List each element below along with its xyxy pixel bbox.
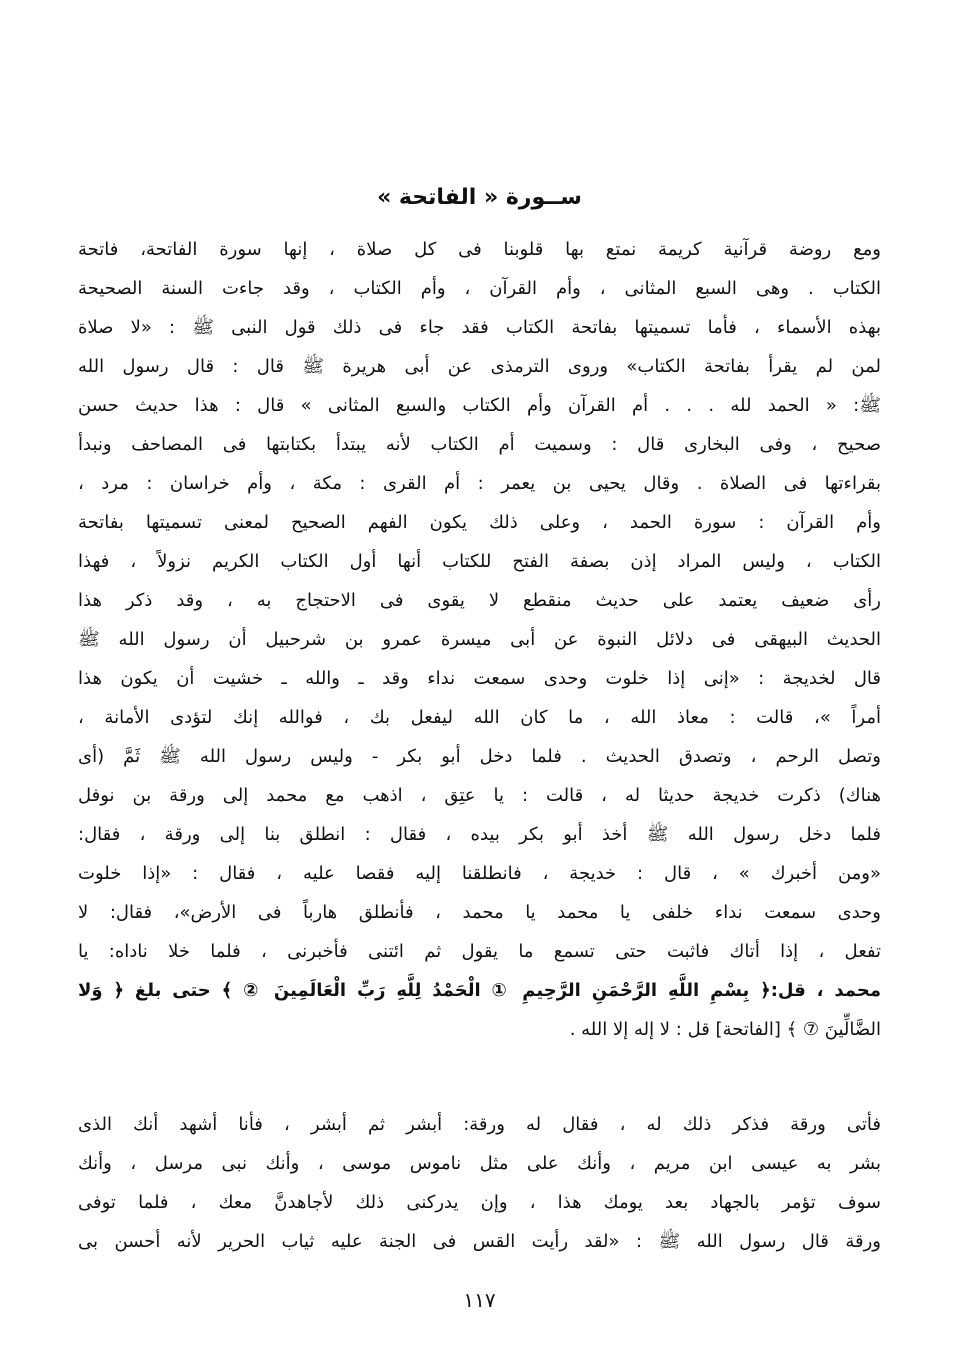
- quran-verse-line: محمد ، قل:﴿ بِسْمِ اللَّهِ الرَّحْمَنِ الرَّحِيمِ ① الْحَمْدُ لِلَّهِ رَبِّ الْعَالَمِينَ ② ﴾ حتى بلغ ﴿ وَلا: [78, 980, 881, 1001]
- text-line: الكتاب ، وليس المراد إذن بصفة الفتح للكتاب أنها أول الكتاب الكريم نزولاً ، فهذا: [78, 551, 881, 572]
- text-line: لمن لم يقرأ بفاتحة الكتاب» وروى الترمذى عن أبى هريرة ﷺ قال : قال رسول الله: [78, 356, 881, 377]
- text-line: «ومن أخبرك » ، قال : خديجة ، فانطلقنا إليه فقصا عليه ، فقال : «إذا خلوت: [78, 863, 881, 884]
- text-line: بشر به عيسى ابن مريم ، وأنك على مثل ناموس موسى ، وأنك نبى مرسل ، وأنك: [78, 1153, 881, 1174]
- page-number: ١١٧: [463, 1288, 496, 1312]
- text-line: أمراً »، قالت : معاذ الله ، ما كان الله ليفعل بك ، فوالله إنك لتؤدى الأمانة ،: [78, 707, 881, 728]
- text-line: وأم القرآن : سورة الحمد ، وعلى ذلك يكون الفهم الصحيح لمعنى تسميتها بفاتحة: [78, 512, 881, 533]
- text-line: صحيح ، وفى البخارى قال : وسميت أم الكتاب لأنه يبتدأ بكتابتها فى المصاحف ونبدأ: [78, 434, 881, 455]
- text-line: الحديث البيهقى فى دلائل النبوة عن أبى ميسرة عمرو بن شرحبيل أن رسول الله ﷺ: [78, 629, 881, 650]
- text-line: رأى ضعيف يعتمد على حديث منقطع لا يقوى فى الاحتجاج به ، وقد ذكر هذا: [78, 590, 881, 611]
- text-line: الكتاب . وهى السبع المثانى ، وأم القرآن ، وأم الكتاب ، وقد جاءت السنة الصحيحة: [78, 278, 881, 299]
- text-line: الضَّالِّينَ ⑦ ﴾ [الفاتحة] قل : لا إله إلا الله .: [569, 1019, 881, 1040]
- text-line: بقراءتها فى الصلاة . وقال يحيى بن يعمر : أم القرى : مكة ، وأم خراسان : مرد ،: [78, 473, 881, 494]
- text-line: هناك) ذكرت خديجة حديثا له ، قالت : يا عتِق ، اذهب مع محمد إلى ورقة بن نوفل: [78, 785, 881, 806]
- text-line: قال لخديجة : «إنى إذا خلوت وحدى سمعت نداء وقد ـ والله ـ خشيت أن يكون هذا: [78, 668, 881, 689]
- page-title: ســورة « الفاتحة »: [377, 185, 582, 210]
- text-line: بهذه الأسماء ، فأما تسميتها بفاتحة الكتاب فقد جاء فى ذلك قول النبى ﷺ : «لا صلاة: [78, 317, 881, 338]
- text-line: ورقة قال رسول الله ﷺ : «لقد رأيت القس فى الجنة عليه ثياب الحرير لأنه أحسن بى: [78, 1231, 881, 1252]
- text-line: وحدى سمعت نداء خلفى يا محمد يا محمد ، فأنطلق هارباً فى الأرض»، فقال: لا: [78, 902, 881, 923]
- paragraph-2: [78, 1105, 881, 1261]
- text-line: وتصل الرحم ، وتصدق الحديث . فلما دخل أبو بكر - وليس رسول الله ﷺ ثَمَّ (أى: [78, 746, 881, 767]
- text-line: فلما دخل رسول الله ﷺ أخذ أبو بكر بيده ، فقال : انطلق بنا إلى ورقة ، فقال:: [78, 824, 881, 845]
- text-line: ﷺ: « الحمد لله . . . أم القرآن وأم الكتاب والسبع المثانى » قال : هذا حديث حسن: [78, 395, 881, 416]
- text-line: فأتى ورقة فذكر ذلك له ، فقال له ورقة: أبشر ثم أبشر ، فأنا أشهد أنك الذى: [78, 1114, 881, 1135]
- text-line: تفعل ، إذا أتاك فاثبت حتى تسمع ما يقول ثم ائتنى فأخبرنى ، فلما خلا ناداه: يا: [78, 941, 881, 962]
- text-line: ومع روضة قرآنية كريمة نمتع بها قلوبنا فى كل صلاة ، إنها سورة الفاتحة، فاتحة: [78, 239, 881, 260]
- paragraph-1: [78, 230, 881, 1049]
- text-line: سوف تؤمر بالجهاد بعد يومك هذا ، وإن يدركنى ذلك لأجاهدنَّ معك ، فلما توفى: [78, 1192, 881, 1213]
